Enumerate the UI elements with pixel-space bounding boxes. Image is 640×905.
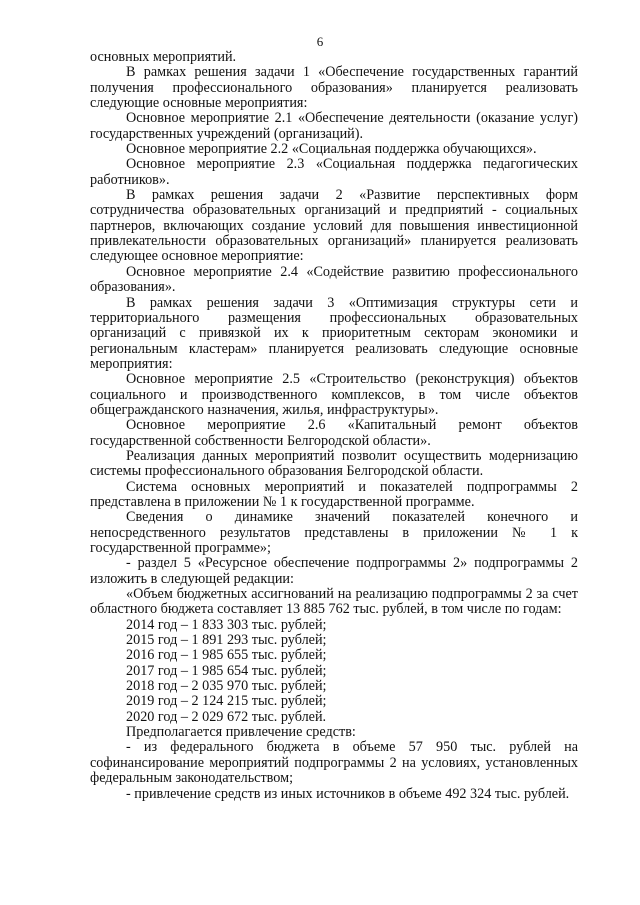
year-budget-line: 2018 год – 2 035 970 тыс. рублей; [126, 678, 327, 695]
year-budget-line: 2017 год – 1 985 654 тыс. рублей; [126, 662, 327, 679]
paragraph: - привлечение средств из иных источников в объеме 492 324 тыс. рублей. [126, 785, 570, 802]
paragraph: В рамках решения задачи 1 «Обеспечение государственных гарантий получения профессионального образования» планируется реализовать следующие основные мероприятия: [90, 64, 578, 112]
paragraph: Предполагается привлечение средств: [126, 724, 356, 741]
paragraph: Система основных мероприятий и показателей подпрограммы 2 представлена в приложении № 1 к государственной программе. [90, 478, 578, 510]
paragraph: Основное мероприятие 2.4 «Содействие развитию профессионального образования». [90, 263, 578, 296]
paragraph: В рамках решения задачи 3 «Оптимизация структуры сети и территориального размещения профессиональных образовательных организаций с привязкой их к приоритетным секторам экономики и региональным кластерам» планируется реализовать следующие основные мероприятия: [90, 294, 578, 372]
paragraph: основных мероприятий. [90, 49, 237, 65]
year-budget-line: 2019 год – 2 124 215 тыс. рублей; [126, 693, 327, 710]
year-budget-line: 2020 год – 2 029 672 тыс. рублей. [126, 708, 327, 725]
paragraph: - из федерального бюджета в объеме 57 950 тыс. рублей на софинансирование мероприятий подпрограммы 2 на условиях, установленных федеральным законодательством; [90, 739, 578, 787]
paragraph: Основное мероприятие 2.3 «Социальная поддержка педагогических работников». [90, 156, 578, 188]
page-number: 6 [316, 34, 324, 49]
paragraph: Реализация данных мероприятий позволит осуществить модернизацию системы профессионального образования Белгородской области. [90, 447, 578, 480]
year-budget-line: 2014 год – 1 833 303 тыс. рублей; [126, 616, 327, 633]
document-body [90, 50, 578, 802]
year-budget-line: 2016 год – 1 985 655 тыс. рублей; [126, 647, 327, 664]
paragraph: В рамках решения задачи 2 «Развитие перспективных форм сотрудничества образовательных организаций и предприятий - социальных партнеров, включающих создание условий для повышения инвестиционной привлекательности образовательных организаций» планируется реализовать следующее основное мероприятие: [90, 187, 578, 265]
paragraph: Основное мероприятие 2.5 «Строительство (реконструкция) объектов социального и производственного комплексов, в том числе объектов общегражданского назначения, жилья, инфраструктуры». [90, 371, 578, 418]
paragraph: Основное мероприятие 2.1 «Обеспечение деятельности (оказание услуг) государственных учреждений (организаций). [90, 110, 578, 142]
paragraph: Основное мероприятие 2.2 «Социальная поддержка обучающихся». [126, 141, 537, 158]
year-budget-line: 2015 год – 1 891 293 тыс. рублей; [126, 632, 327, 649]
paragraph: «Объем бюджетных ассигнований на реализацию подпрограммы 2 за счет областного бюджета составляет 13 885 762 тыс. рублей, в том числе по годам: [90, 586, 578, 618]
paragraph: - раздел 5 «Ресурсное обеспечение подпрограммы 2» подпрограммы 2 изложить в следующей редакции: [90, 555, 578, 587]
paragraph: Сведения о динамике значений показателей конечного и непосредственного результатов представлены в приложении № 1 к государственной программе»; [90, 509, 578, 556]
paragraph: Основное мероприятие 2.6 «Капитальный ремонт объектов государственной собственности Белгородской области». [90, 417, 578, 449]
